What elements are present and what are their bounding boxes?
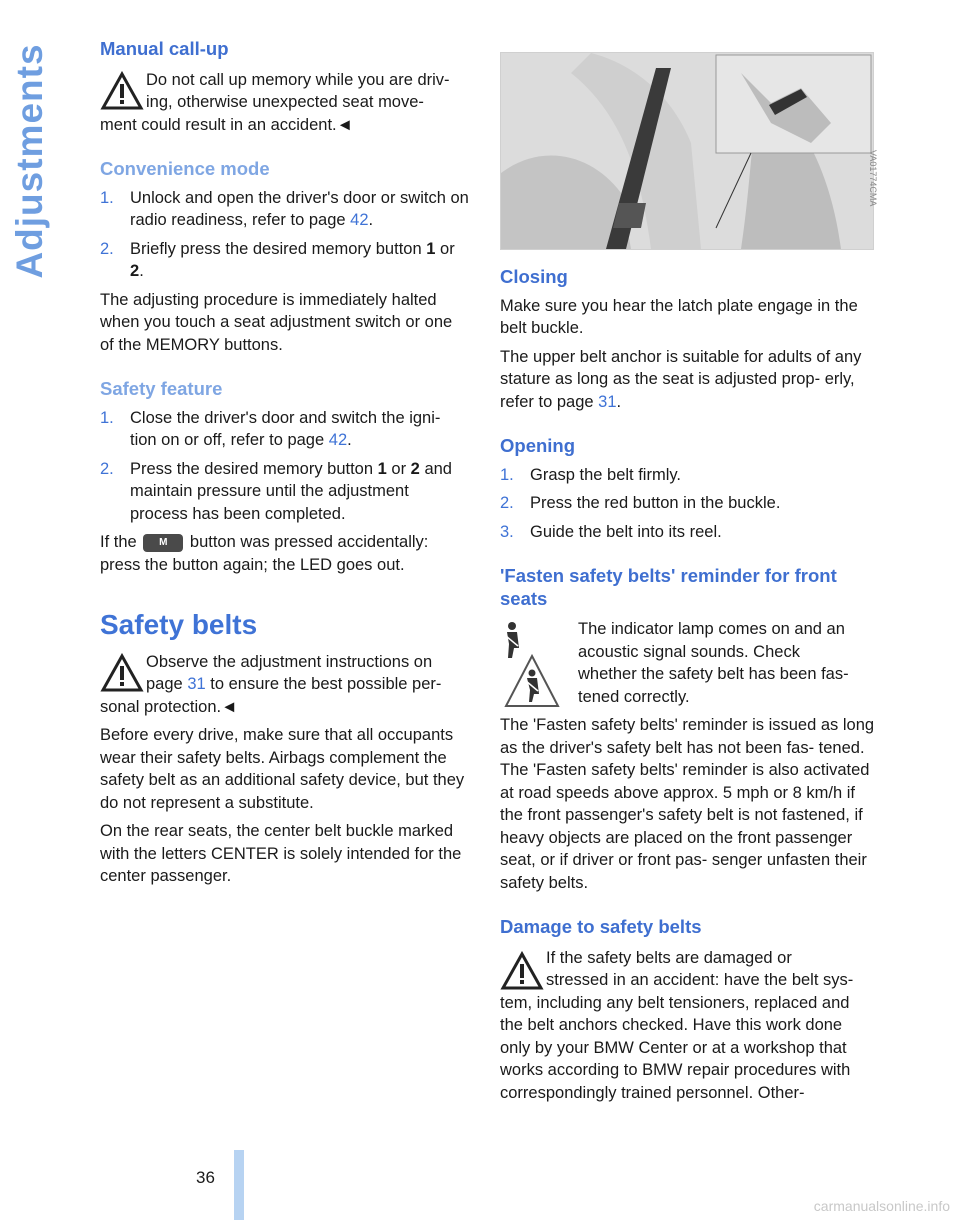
seat-belt-illustration-icon [501, 53, 873, 249]
list-text: and maintain pressure until the adjustment process has been completed. [130, 459, 452, 523]
warning-line: Do not call up memory while you are driv- [146, 70, 450, 89]
seat-belt-indicator-icon [502, 618, 562, 728]
list-text: Guide the belt into its reel. [530, 522, 722, 541]
list-number: 1. [100, 408, 114, 427]
list-item: 1. Close the driver's door and switch the igni- tion on or off, refer to page 42. [100, 408, 441, 449]
paragraph-text: The upper belt anchor is suitable for adults of any stature as long as the seat is adjusted prop- erly, refer to page [500, 347, 862, 411]
seat-belt-photo [500, 52, 874, 250]
indicator-line: acoustic signal sounds. Check [578, 642, 800, 661]
heading-convenience-mode: Convenience mode [100, 158, 270, 179]
memory-button-2: 2 [130, 262, 140, 280]
list-item [500, 464, 875, 487]
page-link[interactable]: 42 [350, 211, 369, 229]
memory-m-button-icon: M [143, 534, 183, 552]
paragraph: The 'Fasten safety belts' reminder is issued as long as the driver's safety belt has not been fas- tened. The 'Fasten safety belts' reminder is also activated at road speeds above approx. 5 mph or 8 km/h if the front passenger's safety belt is not fastened, if heavy objects are placed on the front passenger seat, or if driver or front pas- senger unfasten their safety belts. [500, 716, 875, 892]
paragraph-text: If the [100, 533, 137, 551]
list-item: 2. Briefly press the desired memory button 1 or 2. [100, 239, 455, 280]
heading-safety-belts: Safety belts [100, 609, 258, 640]
page-stripe [234, 1150, 244, 1220]
warning-line: stressed in an accident: have the belt sys- [546, 971, 854, 989]
list-text: Unlock and open the driver's door or switch on radio readiness, refer to page [130, 188, 469, 229]
paragraph-text: button was pressed accidentally: press the button again; the LED goes out. [100, 533, 429, 574]
paragraph: On the rear seats, the center belt buckle marked with the letters CENTER is solely intended for the center passenger. [100, 822, 462, 885]
list-number: 2. [100, 239, 114, 258]
list-number: 3. [500, 522, 514, 541]
page-link[interactable]: 31 [598, 392, 617, 411]
warning-line: If the safety belts are damaged or [546, 948, 792, 967]
warning-icon [100, 71, 144, 111]
section-title: Adjustments [9, 43, 50, 279]
heading-fasten-reminder: 'Fasten safety belts' reminder for front seats [500, 565, 837, 609]
indicator-line: The indicator lamp comes on and an [578, 620, 845, 638]
warning-line: ment could result in an accident.◄ [100, 115, 353, 134]
list-text: Press the red button in the buckle. [530, 494, 781, 512]
list-item [500, 492, 875, 515]
memory-button-1: 1 [426, 239, 436, 258]
list-item: 1. Unlock and open the driver's door or switch on radio readiness, refer to page 42. [100, 188, 469, 229]
paragraph: The upper belt anchor is suitable for adults of any stature as long as the seat is adjusted prop- erly, refer to page 31. [500, 347, 862, 411]
list-item [100, 458, 470, 526]
list-text: Press the desired memory button [130, 459, 374, 478]
warning-line: sonal protection.◄ [100, 697, 238, 716]
heading-closing: Closing [500, 266, 568, 287]
paragraph: Make sure you hear the latch plate engage in the belt buckle. [500, 296, 858, 337]
warning-text: page [146, 675, 183, 693]
page-number: 36 [196, 1168, 215, 1187]
warning-line: Observe the adjustment instructions on [146, 652, 433, 671]
warning-text: to ensure the best possible per- [210, 675, 442, 693]
list-number: 1. [100, 188, 114, 207]
indicator-line: whether the safety belt has been fas- [578, 665, 849, 683]
list-item [500, 521, 875, 544]
list-text: Briefly press the desired memory button [130, 239, 422, 258]
indicator-line: tened correctly. [578, 687, 690, 706]
warning-line: ing, otherwise unexpected seat move- [146, 93, 424, 111]
list-number: 1. [500, 465, 514, 484]
paragraph: The adjusting procedure is immediately halted when you touch a seat adjustment switch or one of the MEMORY buttons. [100, 290, 453, 354]
page-link[interactable]: 42 [328, 431, 348, 449]
paragraph [100, 531, 470, 576]
paragraph: tem, including any belt tensioners, replaced and the belt anchors checked. Have this work done only by your BMW Center or at a workshop that works according to BMW repair procedures with correspondingly trained personnel. Other- [500, 993, 851, 1102]
warning-icon [500, 951, 544, 991]
memory-button-2: 2 [410, 459, 420, 478]
list-text: or [391, 459, 407, 478]
heading-opening: Opening [500, 435, 576, 456]
list-number: 2. [500, 494, 514, 512]
image-code: VA01774CMA [868, 150, 878, 207]
memory-button-1: 1 [377, 459, 387, 478]
heading-manual-callup: Manual call-up [100, 38, 229, 59]
list-text: or [440, 239, 455, 258]
left-column [100, 38, 470, 888]
paragraph: Before every drive, make sure that all occupants wear their safety belts. Airbags complement the safety belt as an additional safety device, but they do not represent a substitute. [100, 726, 465, 812]
list-number: 2. [100, 459, 114, 478]
warning-icon [100, 653, 144, 693]
list-text: Close the driver's door and switch the igni- tion on or off, refer to page [130, 408, 441, 449]
heading-damage: Damage to safety belts [500, 916, 702, 937]
warning-line [100, 673, 470, 696]
watermark: carmanualsonline.info [813, 1198, 950, 1214]
page-link[interactable]: 31 [187, 675, 206, 693]
heading-safety-feature: Safety feature [100, 378, 223, 399]
list-text: Grasp the belt firmly. [530, 465, 681, 484]
